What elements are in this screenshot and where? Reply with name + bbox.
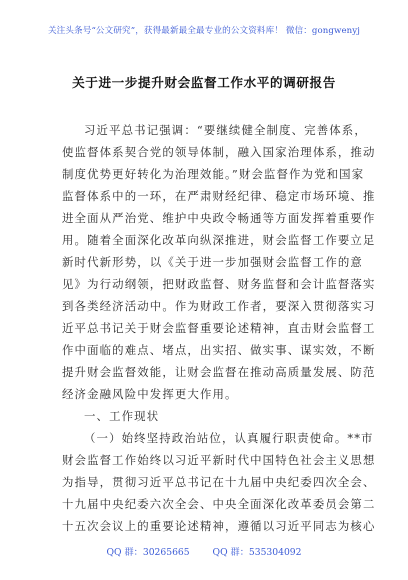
body-line: 习近平总书记强调：“要继续健全制度、完善体系， xyxy=(84,123,367,137)
body-line: 监督体系中的一环，在严肃财经纪律、稳定市场环境、推 xyxy=(62,189,376,203)
body-line: 财会监督工作始终以习近平新时代中国特色社会主义思想 xyxy=(62,453,376,467)
footer-contact xyxy=(0,544,408,558)
body-line: 近平总书记关于财会监督重要论述精神，直击财会监督工 xyxy=(62,321,376,335)
footer-qq-group-1: QQ 群：30265665 xyxy=(106,547,190,558)
section-heading: 一、工作现状 xyxy=(84,409,160,423)
header-promo-note: 关注头条号“公文研究”，获得最新最全最专业的公文资料库！ 微信：gongwenyj xyxy=(47,26,361,36)
body-line: （一）始终坚持政治站位，认真履行职责使命。**市 xyxy=(84,431,374,445)
body-line: 提升财会监督效能，让财会监督在推动高质量发展、防范 xyxy=(62,365,376,379)
body-line: 到各类经济活动中。作为财政工作者，要深入贯彻落实习 xyxy=(62,299,376,313)
document-title: 关于进一步提升财会监督工作水平的调研报告 xyxy=(72,75,336,90)
body-line: 经济金融风险中发挥更大作用。 xyxy=(62,387,238,401)
body-line: 见》为行动纲领，把财政监督、财务监督和会计监督落实 xyxy=(62,277,376,291)
body-line: 使监督体系契合党的领导体制，融入国家治理体系，推动 xyxy=(62,145,376,159)
body-line: 十九届中央纪委六次全会、中央全面深化改革委员会第二 xyxy=(62,497,376,511)
body-line: 新时代新形势，以《关于进一步加强财会监督工作的意 xyxy=(62,255,363,269)
body-line: 制度优势更好转化为治理效能。”财会监督作为党和国家 xyxy=(62,167,365,181)
body-line: 为指导，贯彻习近平总书记在十九届中央纪委四次全会、 xyxy=(62,475,376,489)
body-line: 用。随着全面深化改革向纵深推进，财会监督工作要立足 xyxy=(62,233,376,247)
body-line: 十五次会议上的重要论述精神，遵循以习近平同志为核心 xyxy=(62,519,376,533)
body-line: 进全面从严治党、维护中央政令畅通等方面发挥着重要作 xyxy=(62,211,376,225)
body-line: 作中面临的难点、堵点，出实招、做实事、谋实效，不断 xyxy=(62,343,376,357)
footer-qq-group-2: QQ 群：535304092 xyxy=(212,547,302,558)
